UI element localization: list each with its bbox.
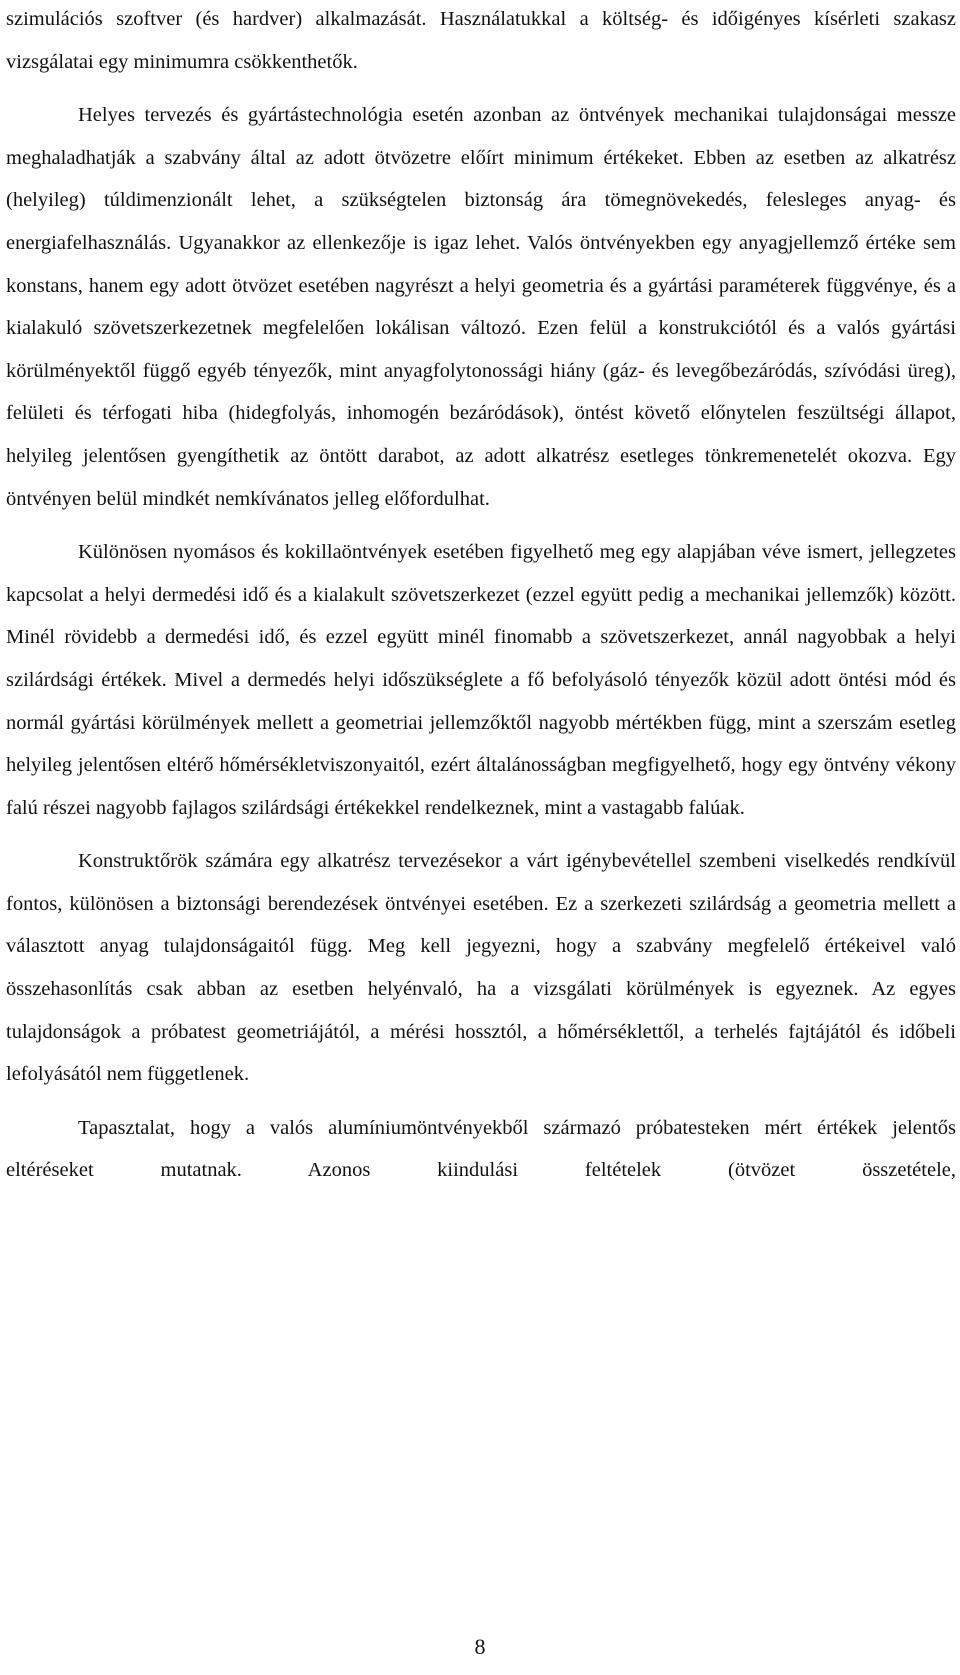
paragraph-3: Különösen nyomásos és kokillaöntvények esetében figyelhető meg egy alapjában véve ismert, jellegzetes kapcsolat a helyi dermedési idő és a kialakult szövetszerkezet (ezzel együtt pedig a mechanikai jellemzők) között. Minél rövidebb a dermedési idő, és ezzel együtt minél finomabb a szövetszerkezet, annál nagyobbak a helyi szilárdsági értékek. Mivel a dermedés helyi időszükséglete a fő befolyásoló tényezők közül adott öntési mód és normál gyártási körülmények mellett a geometriai jellemzőktől nagyobb mértékben függ, mint a szerszám esetleg helyileg jelentősen eltérő hőmérsékletviszonyaitól, ezért általánosságban megfigyelhető, hogy egy öntvény vékony falú részei nagyobb fajlagos szilárdsági értékekkel rendelkeznek, mint a vastagabb falúak. xyxy=(6,541,956,819)
body-text xyxy=(6,0,956,1192)
paragraph-1: szimulációs szoftver (és hardver) alkalmazását. Használatukkal a költség- és időigényes kísérleti szakasz vizsgálatai egy minimumra csökkenthetők. xyxy=(6,8,956,73)
paragraph-2: Helyes tervezés és gyártástechnológia esetén azonban az öntvények mechanikai tulajdonságai messze meghaladhatják a szabvány által az adott ötvözetre előírt minimum értékeket. Ebben az esetben az alkatrész (helyileg) túldimenzionált lehet, a szükségtelen biztonság ára tömegnövekedés, felesleges anyag- és energiafelhasználás. Ugyanakkor az ellenkezője is igaz lehet. Valós öntvényekben egy anyagjellemző értéke sem konstans, hanem egy adott ötvözet esetében nagyrészt a helyi geometria és a gyártási paraméterek függvénye, és a kialakuló szövetszerkezetnek megfelelően lokálisan változó. Ezen felül a konstrukciótól és a valós gyártási körülményektől függő egyéb tényezők, mint anyagfolytonossági hiány (gáz- és levegőbezáródás, szívódási üreg), felületi és térfogati hiba (hidegfolyás, inhomogén bezáródások), öntést követő előnytelen feszültségi állapot, helyileg jelentősen gyengíthetik az öntött darabot, az adott alkatrész esetleges tönkremenetelét okozva. Egy öntvényen belül mindkét nemkívánatos jelleg előfordulhat. xyxy=(6,104,956,510)
paragraph-4: Konstruktőrök számára egy alkatrész tervezésekor a várt igénybevétellel szembeni viselkedés rendkívül fontos, különösen a biztonsági berendezések öntvényei esetében. Ez a szerkezeti szilárdság a geometria mellett a választott anyag tulajdonságaitól függ. Meg kell jegyezni, hogy a szabvány megfelelő értékeivel való összehasonlítás csak abban az esetben helyénvaló, ha a vizsgálati körülmények is egyeznek. Az egyes tulajdonságok a próbatest geometriájától, a mérési hossztól, a hőmérséklettől, a terhelés fajtájától és időbeli lefolyásától nem függetlenek. xyxy=(6,850,956,1086)
paragraph-5: Tapasztalat, hogy a valós alumíniumöntvényekből származó próbatesteken mért értékek jelentős eltéréseket mutatnak. Azonos kiindulási feltételek (ötvözet összetétele, xyxy=(6,1116,956,1182)
page-number: 8 xyxy=(474,1634,486,1659)
